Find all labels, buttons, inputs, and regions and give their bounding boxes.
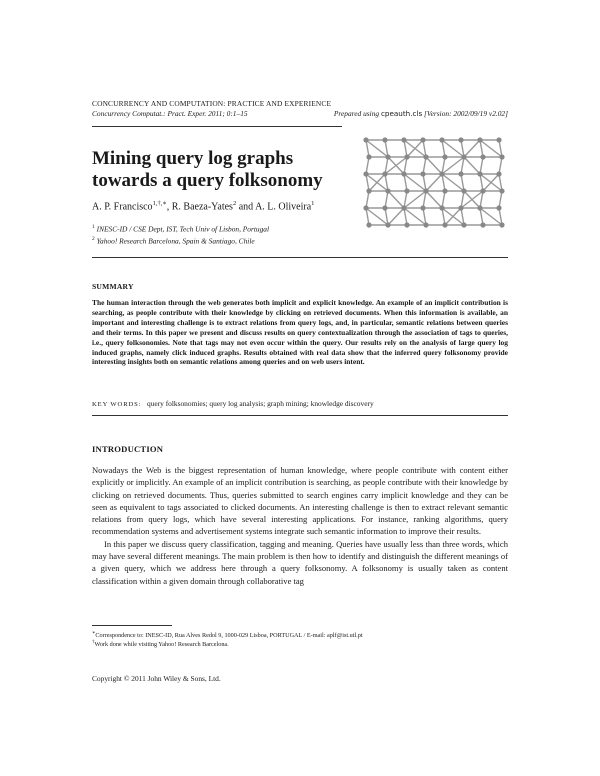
- author-affiliation-mark: 1: [311, 200, 315, 207]
- abstract-bottom-rule: [92, 415, 508, 416]
- author-name: , R. Baeza-Yates: [166, 201, 233, 213]
- affiliation-text: Yahoo! Research Barcelona, Spain & Santiago, Chile: [96, 236, 255, 246]
- footnote-text: Work done while visiting Yahoo! Research Barcelona.: [94, 641, 229, 649]
- affiliation-text: INESC-ID / CSE Dept, IST, Tech Univ of Lisbon, Portugal: [96, 224, 270, 234]
- footnote-text: Correspondence to: INESC-ID, Rua Alves Redol 9, 1000-029 Lisboa, PORTUGAL / E-mail: aplf@ist.utl.pt: [95, 632, 363, 640]
- keywords-label: KEY WORDS:: [92, 401, 142, 408]
- header-rule: [92, 126, 342, 127]
- paper-title: Mining query log graphs towards a query folksonomy: [92, 148, 323, 191]
- paragraph: In this paper we discuss query classification, tagging and meaning. Queries have usually less than three words, which may have several different meanings. The main problem is then how to identify and distinguish the different meanings of a given query, which we address here through a query folksonomy. A folksonomy is usually taken as content classification within a given domain through collaborative tag: [92, 538, 508, 586]
- keywords: [92, 399, 374, 408]
- footnote-correspondence: [92, 630, 363, 639]
- footnote-mark: †: [92, 640, 95, 645]
- abstract-top-rule: [92, 257, 508, 258]
- author-name: and A. L. Oliveira: [236, 201, 312, 213]
- author-affiliation-mark: 2: [232, 200, 237, 207]
- copyright-notice: Copyright © 2011 John Wiley & Sons, Ltd.: [92, 674, 221, 683]
- prepared-prefix: Prepared using: [333, 109, 381, 118]
- summary-text: The human interaction through the web generates both implicit and explicit knowledge. An example of an implicit contribution is searching, as people contribute with their knowledge by clicking on retrieved documents. When this information is available, an important and interesting challenge is to extract relations from query logs, and, in particular, semantic relations between queries and their terms. In this paper we present and discuss results on query contextualization through the association of tags to queries, i.e., query folksonomies. Note that tags may not even occur within the query. Our results rely on the analysis of large query log induced graphs, namely click induced graphs. Results obtained with real data show that the inferred query folksonomy provide interesting insights both on semantic relations among queries and on web users intent.: [92, 298, 508, 367]
- author-list: [92, 199, 314, 212]
- affiliation-number: 1: [92, 224, 95, 230]
- keywords-text: query folksonomies; query log analysis; graph mining; knowledge discovery: [147, 399, 374, 408]
- footnote-rule: [92, 625, 172, 626]
- affiliation-2: [92, 236, 255, 245]
- prepared-using-line: [334, 109, 508, 118]
- footnote-mark: ∗: [92, 631, 96, 636]
- summary-heading: SUMMARY: [92, 282, 134, 291]
- footnote-visit: [92, 640, 229, 648]
- citation-line: Concurrency Computat.: Pract. Exper. 2011; 0:1–15: [92, 109, 248, 118]
- author-name: A. P. Francisco: [92, 201, 153, 213]
- paragraph: Nowadays the Web is the biggest representation of human knowledge, where people contribute with content either explicitly or implicitly. An example of an implicit contribution is searching, as people contribute with their knowledge by clicking on retrieved documents. Thus, queries submitted to search engines carry implicit knowledge and they can be seen as equivalent to tags associated to clicked documents. An interesting challenge is then to extract relevant semantic relations from query logs, which have several interesting applications. For instance, ranking algorithms, query recommendation systems and advertisement systems integrate such semantic information to improve their results.: [92, 465, 508, 537]
- prepared-version: [Version: 2002/09/19 v2.02]: [422, 109, 508, 118]
- introduction-heading: INTRODUCTION: [92, 444, 164, 454]
- author-affiliation-mark: 1,†,∗: [152, 200, 167, 207]
- journal-name: CONCURRENCY AND COMPUTATION: PRACTICE AND EXPERIENCE: [92, 99, 332, 108]
- affiliation-1: [92, 224, 269, 233]
- introduction-body: [92, 464, 508, 587]
- affiliation-number: 2: [92, 236, 95, 242]
- class-file-name: cpeauth.cls: [380, 109, 423, 118]
- journal-graph-logo: [356, 130, 512, 240]
